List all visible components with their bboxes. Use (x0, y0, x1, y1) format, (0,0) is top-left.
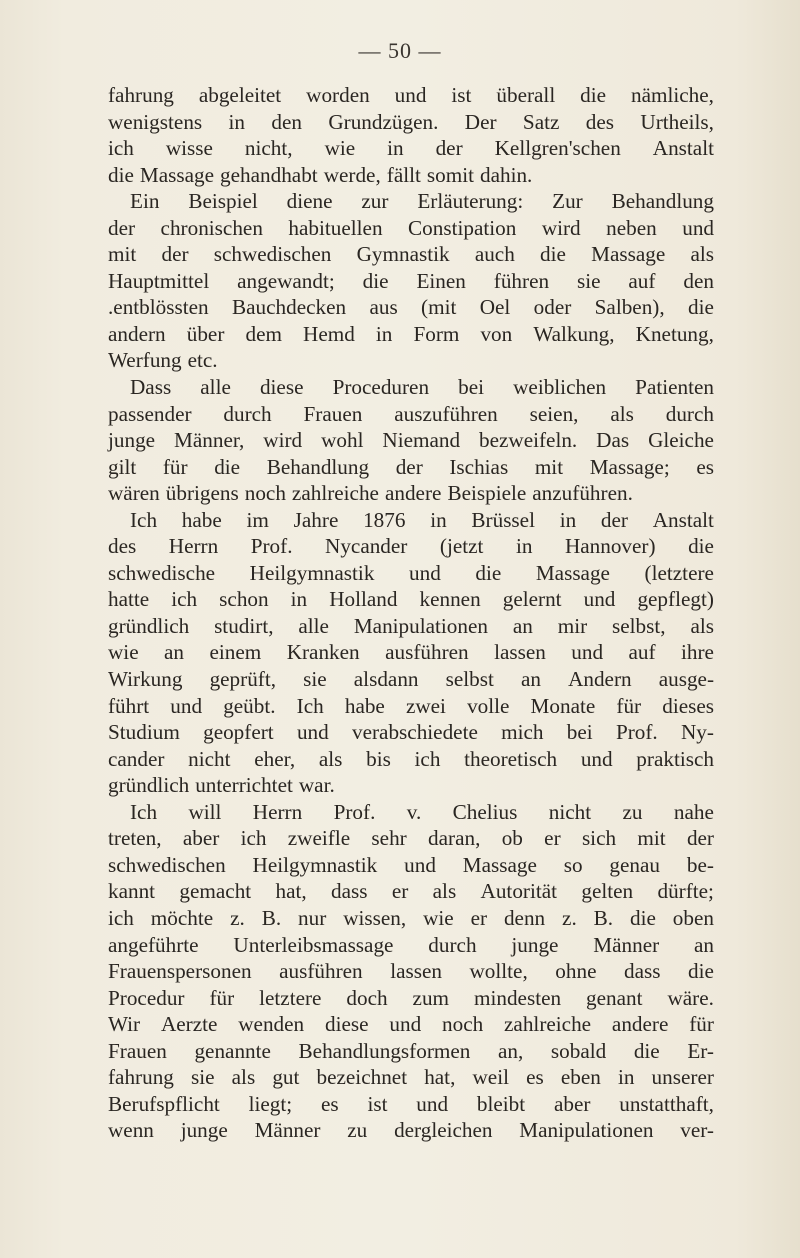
text-line: junge Männer, wird wohl Niemand bezweifeln. Das Gleiche (108, 428, 714, 453)
text-line: gilt für die Behandlung der Ischias mit Massage; es (108, 454, 714, 479)
body-text (108, 82, 714, 1144)
text-line: wären übrigens noch zahlreiche andere Beispiele anzuführen. (108, 481, 633, 506)
text-line: Hauptmittel angewandt; die Einen führen sie auf den (108, 268, 714, 293)
text-line: passender durch Frauen auszuführen seien, als durch (108, 401, 714, 426)
text-line: treten, aber ich zweifle sehr daran, ob er sich mit der (108, 826, 714, 851)
text-line: gründlich studirt, alle Manipulationen an mir selbst, als (108, 613, 714, 638)
text-line: schwedischen Heilgymnastik und Massage so genau be- (108, 852, 714, 877)
text-line: ich möchte z. B. nur wissen, wie er denn z. B. die oben (108, 905, 714, 930)
text-line: Ich will Herrn Prof. v. Chelius nicht zu nahe (130, 799, 714, 824)
page-number: — 50 — (358, 38, 442, 63)
text-line: gründlich unterrichtet war. (108, 773, 335, 798)
text-line: Frauen genannte Behandlungsformen an, sobald die Er- (108, 1038, 714, 1063)
text-line: die Massage gehandhabt werde, fällt somit dahin. (108, 162, 533, 187)
text-line: wie an einem Kranken ausführen lassen und auf ihre (108, 640, 714, 665)
text-line: kannt gemacht hat, dass er als Autorität gelten dürfte; (108, 879, 714, 904)
text-line: andern über dem Hemd in Form von Walkung, Knetung, (108, 321, 714, 346)
text-line: Frauenspersonen ausführen lassen wollte, ohne dass die (108, 959, 714, 984)
text-line: fahrung abgeleitet worden und ist überall die nämliche, (108, 83, 714, 107)
text-line: Procedur für letztere doch zum mindesten genant wäre. (108, 985, 714, 1010)
text-line: Werfung etc. (108, 348, 218, 373)
text-line: Dass alle diese Proceduren bei weiblichen Patienten (130, 375, 714, 400)
text-line: Ich habe im Jahre 1876 in Brüssel in der Anstalt (130, 507, 714, 532)
text-line: wenn junge Männer zu dergleichen Manipulationen ver- (108, 1118, 714, 1143)
text-line: ich wisse nicht, wie in der Kellgren'schen Anstalt (108, 136, 714, 161)
text-line: hatte ich schon in Holland kennen gelernt und gepflegt) (108, 587, 714, 612)
text-line: fahrung sie als gut bezeichnet hat, weil es eben in unserer (108, 1065, 714, 1090)
text-line: Studium geopfert und verabschiedete mich bei Prof. Ny- (108, 720, 714, 745)
text-line: angeführte Unterleibsmassage durch junge Männer an (108, 932, 714, 957)
text-line: Berufspflicht liegt; es ist und bleibt aber unstatthaft, (108, 1091, 714, 1116)
text-line: der chronischen habituellen Constipation wird neben und (108, 215, 714, 240)
text-line: cander nicht eher, als bis ich theoretisch und praktisch (108, 746, 714, 771)
text-line: wenigstens in den Grundzügen. Der Satz des Urtheils, (108, 109, 714, 134)
text-line: mit der schwedischen Gymnastik auch die Massage als (108, 242, 714, 267)
text-line: des Herrn Prof. Nycander (jetzt in Hannover) die (108, 534, 714, 559)
text-line: .entblössten Bauchdecken aus (mit Oel oder Salben), die (108, 295, 714, 320)
text-line: schwedische Heilgymnastik und die Massage (letztere (108, 560, 714, 585)
text-line: Wir Aerzte wenden diese und noch zahlreiche andere für (108, 1012, 714, 1037)
text-line: Wirkung geprüft, sie alsdann selbst an Andern ausge- (108, 667, 714, 692)
text-line: Ein Beispiel diene zur Erläuterung: Zur Behandlung (130, 189, 714, 214)
text-line: führt und geübt. Ich habe zwei volle Monate für dieses (108, 693, 714, 718)
